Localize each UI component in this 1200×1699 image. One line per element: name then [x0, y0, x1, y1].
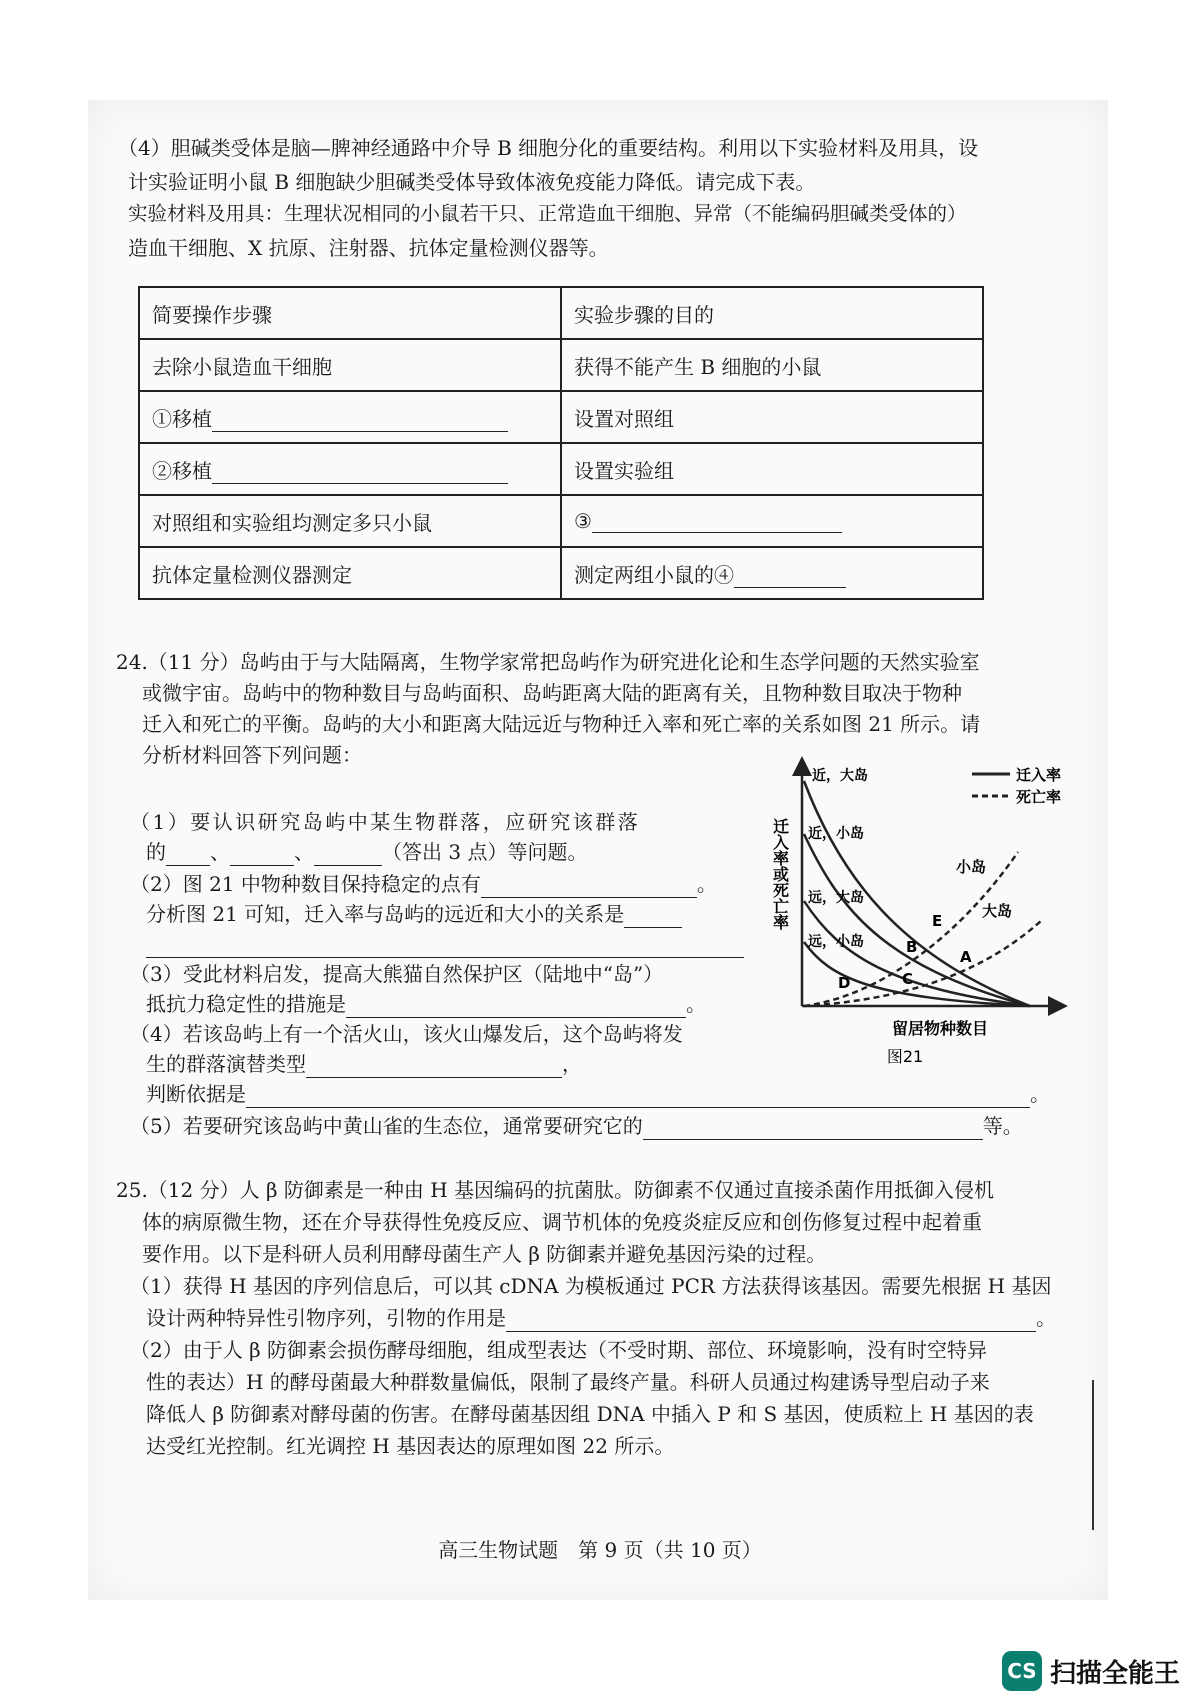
- q23-4-line2: 计实验证明小鼠 B 细胞缺少胆碱类受体导致体液免疫能力降低。请完成下表。: [128, 170, 816, 194]
- q23-4-line4: 造血干细胞、X 抗原、注射器、抗体定量检测仪器等。: [128, 236, 609, 260]
- answer-blank-q24-2b[interactable]: [624, 905, 682, 928]
- table-cell: 获得不能产生 B 细胞的小鼠: [561, 339, 983, 391]
- mortality-label-large: 大岛: [982, 902, 1013, 920]
- legend-immigration-label: 迁入率: [1016, 766, 1062, 784]
- answer-blank-q24-1c[interactable]: [314, 843, 382, 866]
- q24-4-line1: （4）若该岛屿上有一个活火山，该火山爆发后，这个岛屿将发: [130, 1022, 683, 1046]
- scan-edge-rule: [1092, 1380, 1094, 1530]
- q24-1-line1: （1）要认识研究岛屿中某生物群落，应研究该群落: [130, 810, 641, 834]
- punct: 。: [1036, 1306, 1056, 1330]
- q24-2-line1: [130, 870, 717, 898]
- q24-2-text: （2）图 21 中物种数目保持稳定的点有: [130, 872, 481, 896]
- table-cell: 抗体定量检测仪器测定: [139, 547, 561, 599]
- q23-4-line3: 实验材料及用具：生理状况相同的小鼠若干只、正常造血干细胞、异常（不能编码胆碱类受体的）: [128, 202, 967, 225]
- q24-2-text2: 分析图 21 可知，迁入率与岛屿的远近和大小的关系是: [146, 902, 625, 926]
- table-cell: [139, 443, 561, 495]
- q24-3-text: 抵抗力稳定性的措施是: [146, 992, 346, 1016]
- table-cell: 去除小鼠造血干细胞: [139, 339, 561, 391]
- point-label-b: B: [906, 938, 918, 956]
- table-row: [139, 443, 983, 495]
- q23-4-line1: （4）胆碱类受体是脑—脾神经通路中介导 B 细胞分化的重要结构。利用以下实验材料及用具，设: [118, 136, 979, 160]
- curve-label: [808, 825, 864, 842]
- q24-4-text: 生的群落演替类型: [146, 1052, 306, 1076]
- punct: 等。: [982, 1114, 1023, 1138]
- table-header-row: [139, 287, 983, 339]
- answer-blank-q24-5[interactable]: [643, 1117, 983, 1140]
- q24-4-line2: [146, 1050, 582, 1078]
- answer-blank-4[interactable]: [734, 565, 846, 588]
- point-label-a: A: [960, 948, 972, 966]
- q25-1-line1: （1）获得 H 基因的序列信息后，可以其 cDNA 为模板通过 PCR 方法获得该基因。需要先根据 H 基因: [130, 1274, 1052, 1298]
- answer-blank-2[interactable]: [212, 461, 508, 484]
- q24-4-line3: [146, 1080, 1050, 1108]
- x-axis-label: 留居物种数目: [891, 1019, 989, 1038]
- step-2-label: ②移植: [152, 458, 212, 483]
- point-label-d: D: [838, 974, 851, 992]
- purpose-3-label: ③: [574, 509, 592, 533]
- curve-label-line: 近，小岛: [808, 826, 864, 842]
- table-cell: 设置实验组: [561, 443, 983, 495]
- punct: ，: [562, 1052, 582, 1076]
- q24-2-line2: [146, 900, 682, 928]
- q25-line3: 要作用。以下是科研人员利用酵母菌生产人 β 防御素并避免基因污染的过程。: [142, 1242, 827, 1266]
- answer-blank-3[interactable]: [592, 510, 842, 533]
- q25-1-line2: [146, 1304, 1056, 1332]
- purpose-4-label: 测定两组小鼠的④: [574, 562, 734, 587]
- mortality-curve-large: [804, 920, 1042, 1006]
- q24-4-text2: 判断依据是: [146, 1082, 246, 1106]
- q24-5-text: （5）若要研究该岛屿中黄山雀的生态位，通常要研究它的: [130, 1114, 643, 1138]
- table-row: [139, 391, 983, 443]
- q25-2-line2: 性的表达）H 的酵母菌最大种群数量偏低，限制了最终产量。科研人员通过构建诱导型启动子来: [146, 1370, 990, 1394]
- mortality-label-small: 小岛: [956, 858, 987, 876]
- table-cell: [139, 391, 561, 443]
- q24-intro-line3: 迁入和死亡的平衡。岛屿的大小和距离大陆远近与物种迁入率和死亡率的关系如图 21 所示。请: [142, 712, 981, 736]
- q24-intro-line1: 24.（11 分）岛屿由于与大陆隔离，生物学家常把岛屿作为研究进化论和生态学问题的天然实验室: [116, 650, 980, 674]
- separator: 、: [294, 840, 314, 864]
- curve-label: 远，大岛: [808, 890, 864, 906]
- q24-3-line2: [146, 990, 706, 1018]
- q24-intro-line2: 或微宇宙。岛屿中的物种数目与岛屿面积、岛屿距离大陆的距离有关，且物种数目取决于物种: [142, 681, 962, 705]
- answer-blank-q24-4b[interactable]: [246, 1085, 1030, 1108]
- q25-2-line4: 达受红光控制。红光调控 H 基因表达的原理如图 22 所示。: [146, 1434, 675, 1458]
- answer-blank-q24-1a[interactable]: [166, 843, 210, 866]
- table-cell: 对照组和实验组均测定多只小鼠: [139, 495, 561, 547]
- q25-line1: 25.（12 分）人 β 防御素是一种由 H 基因编码的抗菌肽。防御素不仅通过直接杀菌作用抵御入侵机: [116, 1178, 995, 1202]
- punct: 。: [686, 992, 706, 1016]
- q24-5-line: [130, 1112, 1023, 1140]
- punct: 。: [696, 872, 717, 896]
- table-row: [139, 547, 983, 599]
- answer-blank-q24-4a[interactable]: [306, 1055, 562, 1078]
- answer-blank-q24-2a[interactable]: [481, 875, 697, 898]
- curve-label: 近，大岛: [812, 768, 868, 784]
- q24-intro-line4: 分析材料回答下列问题：: [142, 743, 362, 767]
- table-cell: [561, 547, 983, 599]
- camscanner-logo-icon: CS: [1002, 1651, 1042, 1691]
- answer-blank-q24-3[interactable]: [346, 995, 686, 1018]
- curve-label: 远，小岛: [808, 934, 864, 950]
- watermark-text: 扫描全能王: [1049, 1658, 1180, 1689]
- experiment-table: [138, 286, 984, 600]
- step-1-label: ①移植: [152, 406, 212, 431]
- page-footer: 高三生物试题 第 9 页（共 10 页）: [438, 1538, 762, 1562]
- q25-2-line1: （2）由于人 β 防御素会损伤酵母细胞，组成型表达（不受时期、部位、环境影响，没有时空特异: [130, 1338, 988, 1362]
- q24-1-line2: [146, 838, 587, 866]
- answer-blank-q25-1[interactable]: [506, 1309, 1036, 1332]
- q24-3-line1: （3）受此材料启发，提高大熊猫自然保护区（陆地中“岛”）: [130, 962, 664, 986]
- table-header-cell: 实验步骤的目的: [561, 287, 983, 339]
- answer-blank-q24-2c[interactable]: [146, 935, 744, 958]
- point-label-c: C: [902, 970, 914, 988]
- chart-title: 图21: [886, 1047, 924, 1066]
- table-header-cell: 简要操作步骤: [139, 287, 561, 339]
- point-label-e: E: [932, 912, 943, 930]
- q25-1-text: 设计两种特异性引物序列，引物的作用是: [146, 1306, 506, 1330]
- y-axis-label: 迁入率或死亡率: [770, 818, 790, 930]
- legend-mortality-label: 死亡率: [1016, 788, 1062, 806]
- scanner-watermark: [1002, 1651, 1180, 1691]
- q24-1-prefix: 的: [146, 840, 166, 864]
- answer-blank-1[interactable]: [212, 409, 508, 432]
- table-row: [139, 339, 983, 391]
- answer-blank-q24-1b[interactable]: [230, 843, 294, 866]
- separator: 、: [210, 840, 230, 864]
- table-cell: [561, 495, 983, 547]
- q25-line2: 体的病原微生物，还在介导获得性免疫反应、调节机体的免疫炎症反应和创伤修复过程中起着重: [142, 1210, 982, 1234]
- punct: 。: [1030, 1082, 1050, 1106]
- q24-2-line3: [146, 930, 744, 958]
- q24-1-suffix: （答出 3 点）等问题。: [382, 840, 588, 864]
- q25-2-line3: 降低人 β 防御素对酵母菌的伤害。在酵母菌基因组 DNA 中插入 P 和 S 基因，使质粒上 H 基因的表: [146, 1402, 1034, 1426]
- figure-21-chart: [760, 756, 1070, 1066]
- table-row: [139, 495, 983, 547]
- table-cell: 设置对照组: [561, 391, 983, 443]
